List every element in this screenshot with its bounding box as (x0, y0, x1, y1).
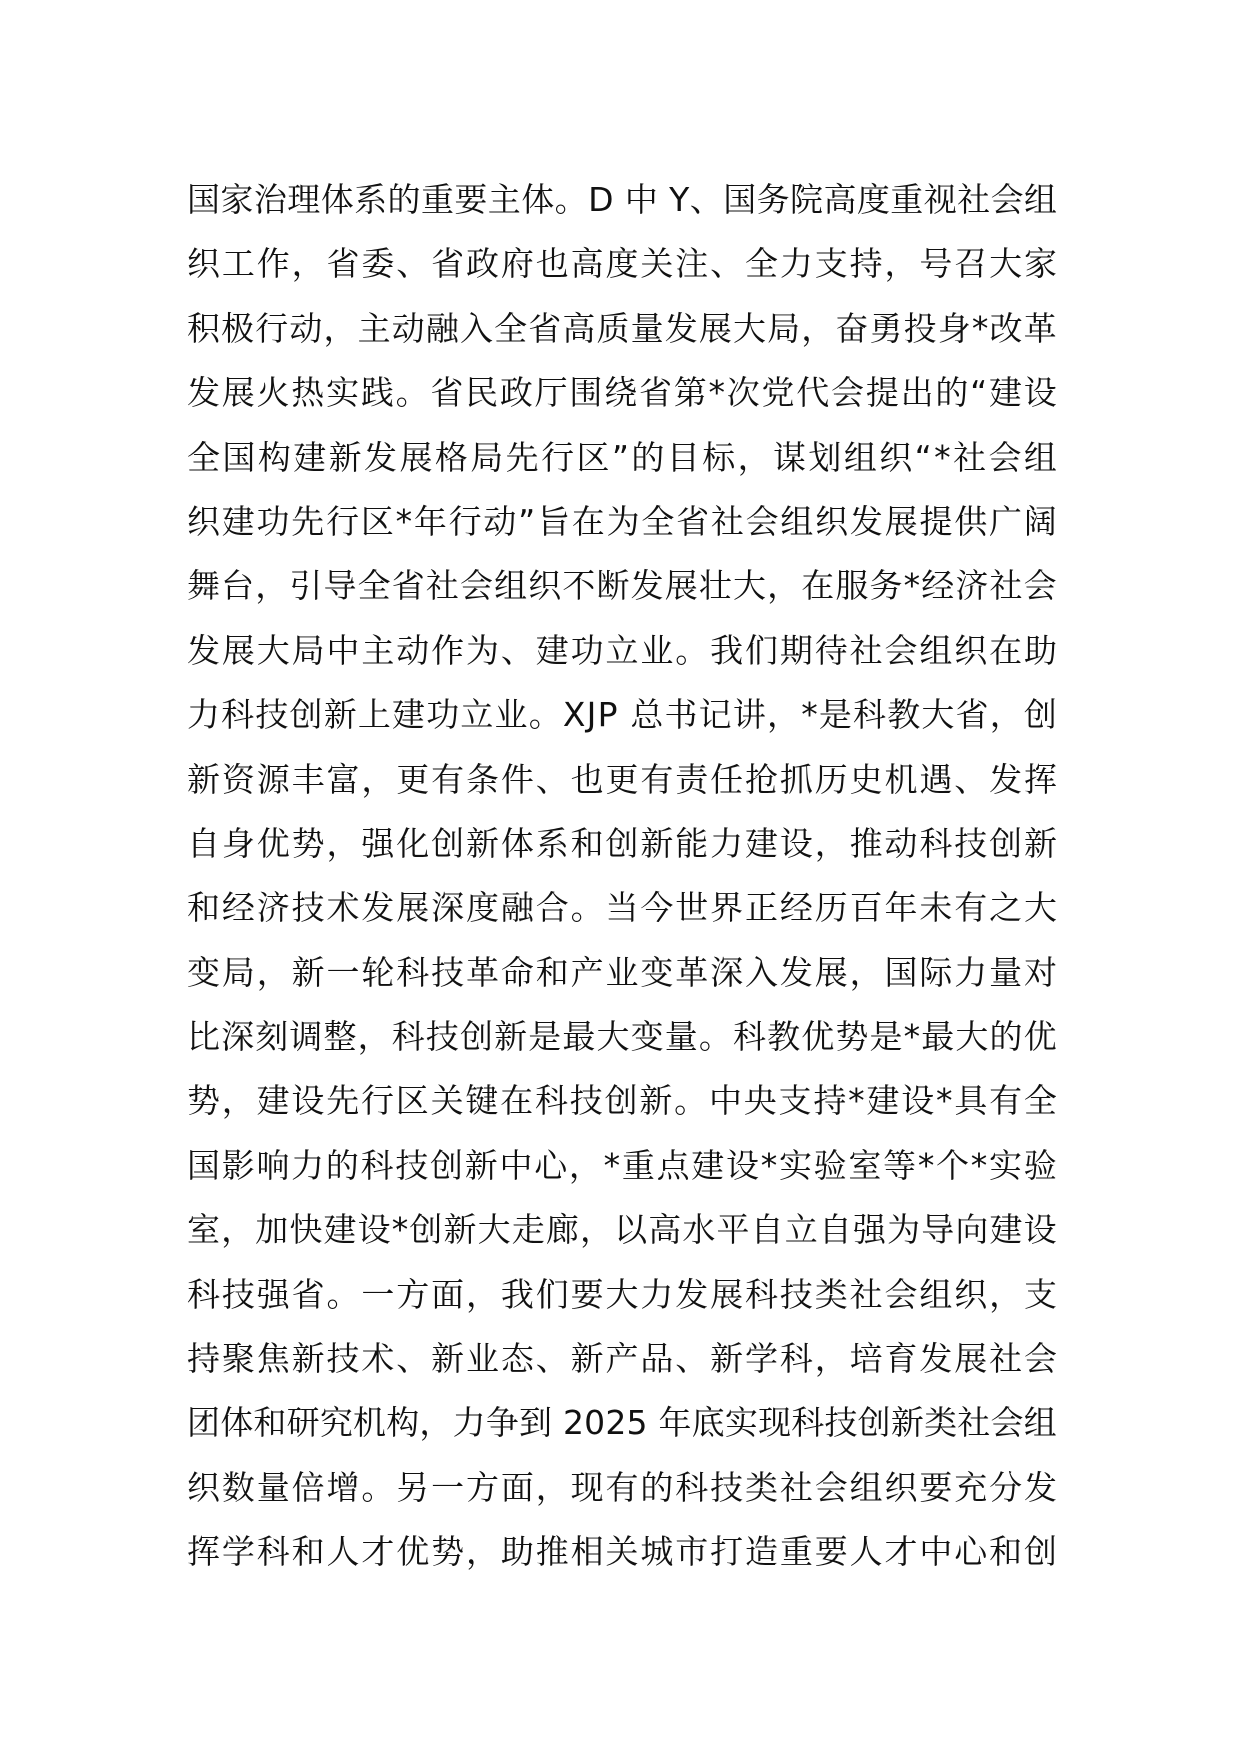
text-line: 变 局 ， 新 一 轮 科 技 革 命 和 产 业 变 革 深 入 发 展 ， 国 际 力 量 对 (187, 952, 1057, 992)
text-line: 挥 学 科 和 人 才 优 势 ， 助 推 相 关 城 市 打 造 重 要 人 才 中 心 和 创 (187, 1532, 1057, 1572)
text-line: 积 极 行 动 ， 主 动 融 入 全 省 高 质 量 发 展 大 局 ， 奋 勇 投 身 * 改 革 (187, 308, 1057, 348)
text-line: 发 展 火 热 实 践 。 省 民 政 厅 围 绕 省 第 * 次 党 代 会 提 出 的 “ 建 设 (187, 373, 1057, 413)
text-line: 团 体 和 研 究 机 构 ， 力 争 到 2 0 2 5 年 底 实 现 科 技 创 新 类 社 会 组 (187, 1403, 1057, 1443)
text-line: 全 国 构 建 新 发 展 格 局 先 行 区 ” 的 目 标 ， 谋 划 组 织 “ * 社 会 组 (187, 437, 1057, 477)
text-line: 新 资 源 丰 富 ， 更 有 条 件 、 也 更 有 责 任 抢 抓 历 史 机 遇 、 发 挥 (187, 759, 1057, 799)
text-line: 舞 台 ， 引 导 全 省 社 会 组 织 不 断 发 展 壮 大 ， 在 服 务 * 经 济 社 会 (187, 566, 1057, 606)
text-line: 科 技 强 省 。 一 方 面 ， 我 们 要 大 力 发 展 科 技 类 社 会 组 织 ， 支 (187, 1274, 1057, 1314)
text-line: 织 数 量 倍 增 。 另 一 方 面 ， 现 有 的 科 技 类 社 会 组 织 要 充 分 发 (187, 1467, 1057, 1507)
text-line: 室 ， 加 快 建 设 * 创 新 大 走 廊 ， 以 高 水 平 自 立 自 强 为 导 向 建 设 (187, 1210, 1057, 1250)
text-line: 和 经 济 技 术 发 展 深 度 融 合 。 当 今 世 界 正 经 历 百 年 未 有 之 大 (187, 888, 1057, 928)
text-line: 国 家 治 理 体 系 的 重 要 主 体 。 D 中 Y 、 国 务 院 高 度 重 视 社 会 组 (187, 180, 1057, 219)
text-line: 发 展 大 局 中 主 动 作 为 、 建 功 立 业 。 我 们 期 待 社 会 组 织 在 助 (187, 630, 1057, 670)
text-line: 国 影 响 力 的 科 技 创 新 中 心 ， * 重 点 建 设 * 实 验 室 等 * 个 * 实 验 (187, 1145, 1057, 1185)
text-line: 比 深 刻 调 整 ， 科 技 创 新 是 最 大 变 量 。 科 教 优 势 是 * 最 大 的 优 (187, 1017, 1057, 1057)
body-paragraph (187, 168, 1057, 1585)
text-line: 持 聚 焦 新 技 术 、 新 业 态 、 新 产 品 、 新 学 科 ， 培 育 发 展 社 会 (187, 1339, 1057, 1379)
text-line: 织 工 作 ， 省 委 、 省 政 府 也 高 度 关 注 、 全 力 支 持 ， 号 召 大 家 (187, 244, 1057, 284)
text-line: 势 ， 建 设 先 行 区 关 键 在 科 技 创 新 。 中 央 支 持 * 建 设 * 具 有 全 (187, 1081, 1057, 1121)
text-line: 力 科 技 创 新 上 建 功 立 业 。 X J P 总 书 记 讲 ， * 是 科 教 大 省 ， 创 (187, 695, 1057, 735)
text-line: 织 建 功 先 行 区 * 年 行 动 ” 旨 在 为 全 省 社 会 组 织 发 展 提 供 广 阔 (187, 501, 1057, 541)
text-line: 自 身 优 势 ， 强 化 创 新 体 系 和 创 新 能 力 建 设 ， 推 动 科 技 创 新 (187, 823, 1057, 863)
